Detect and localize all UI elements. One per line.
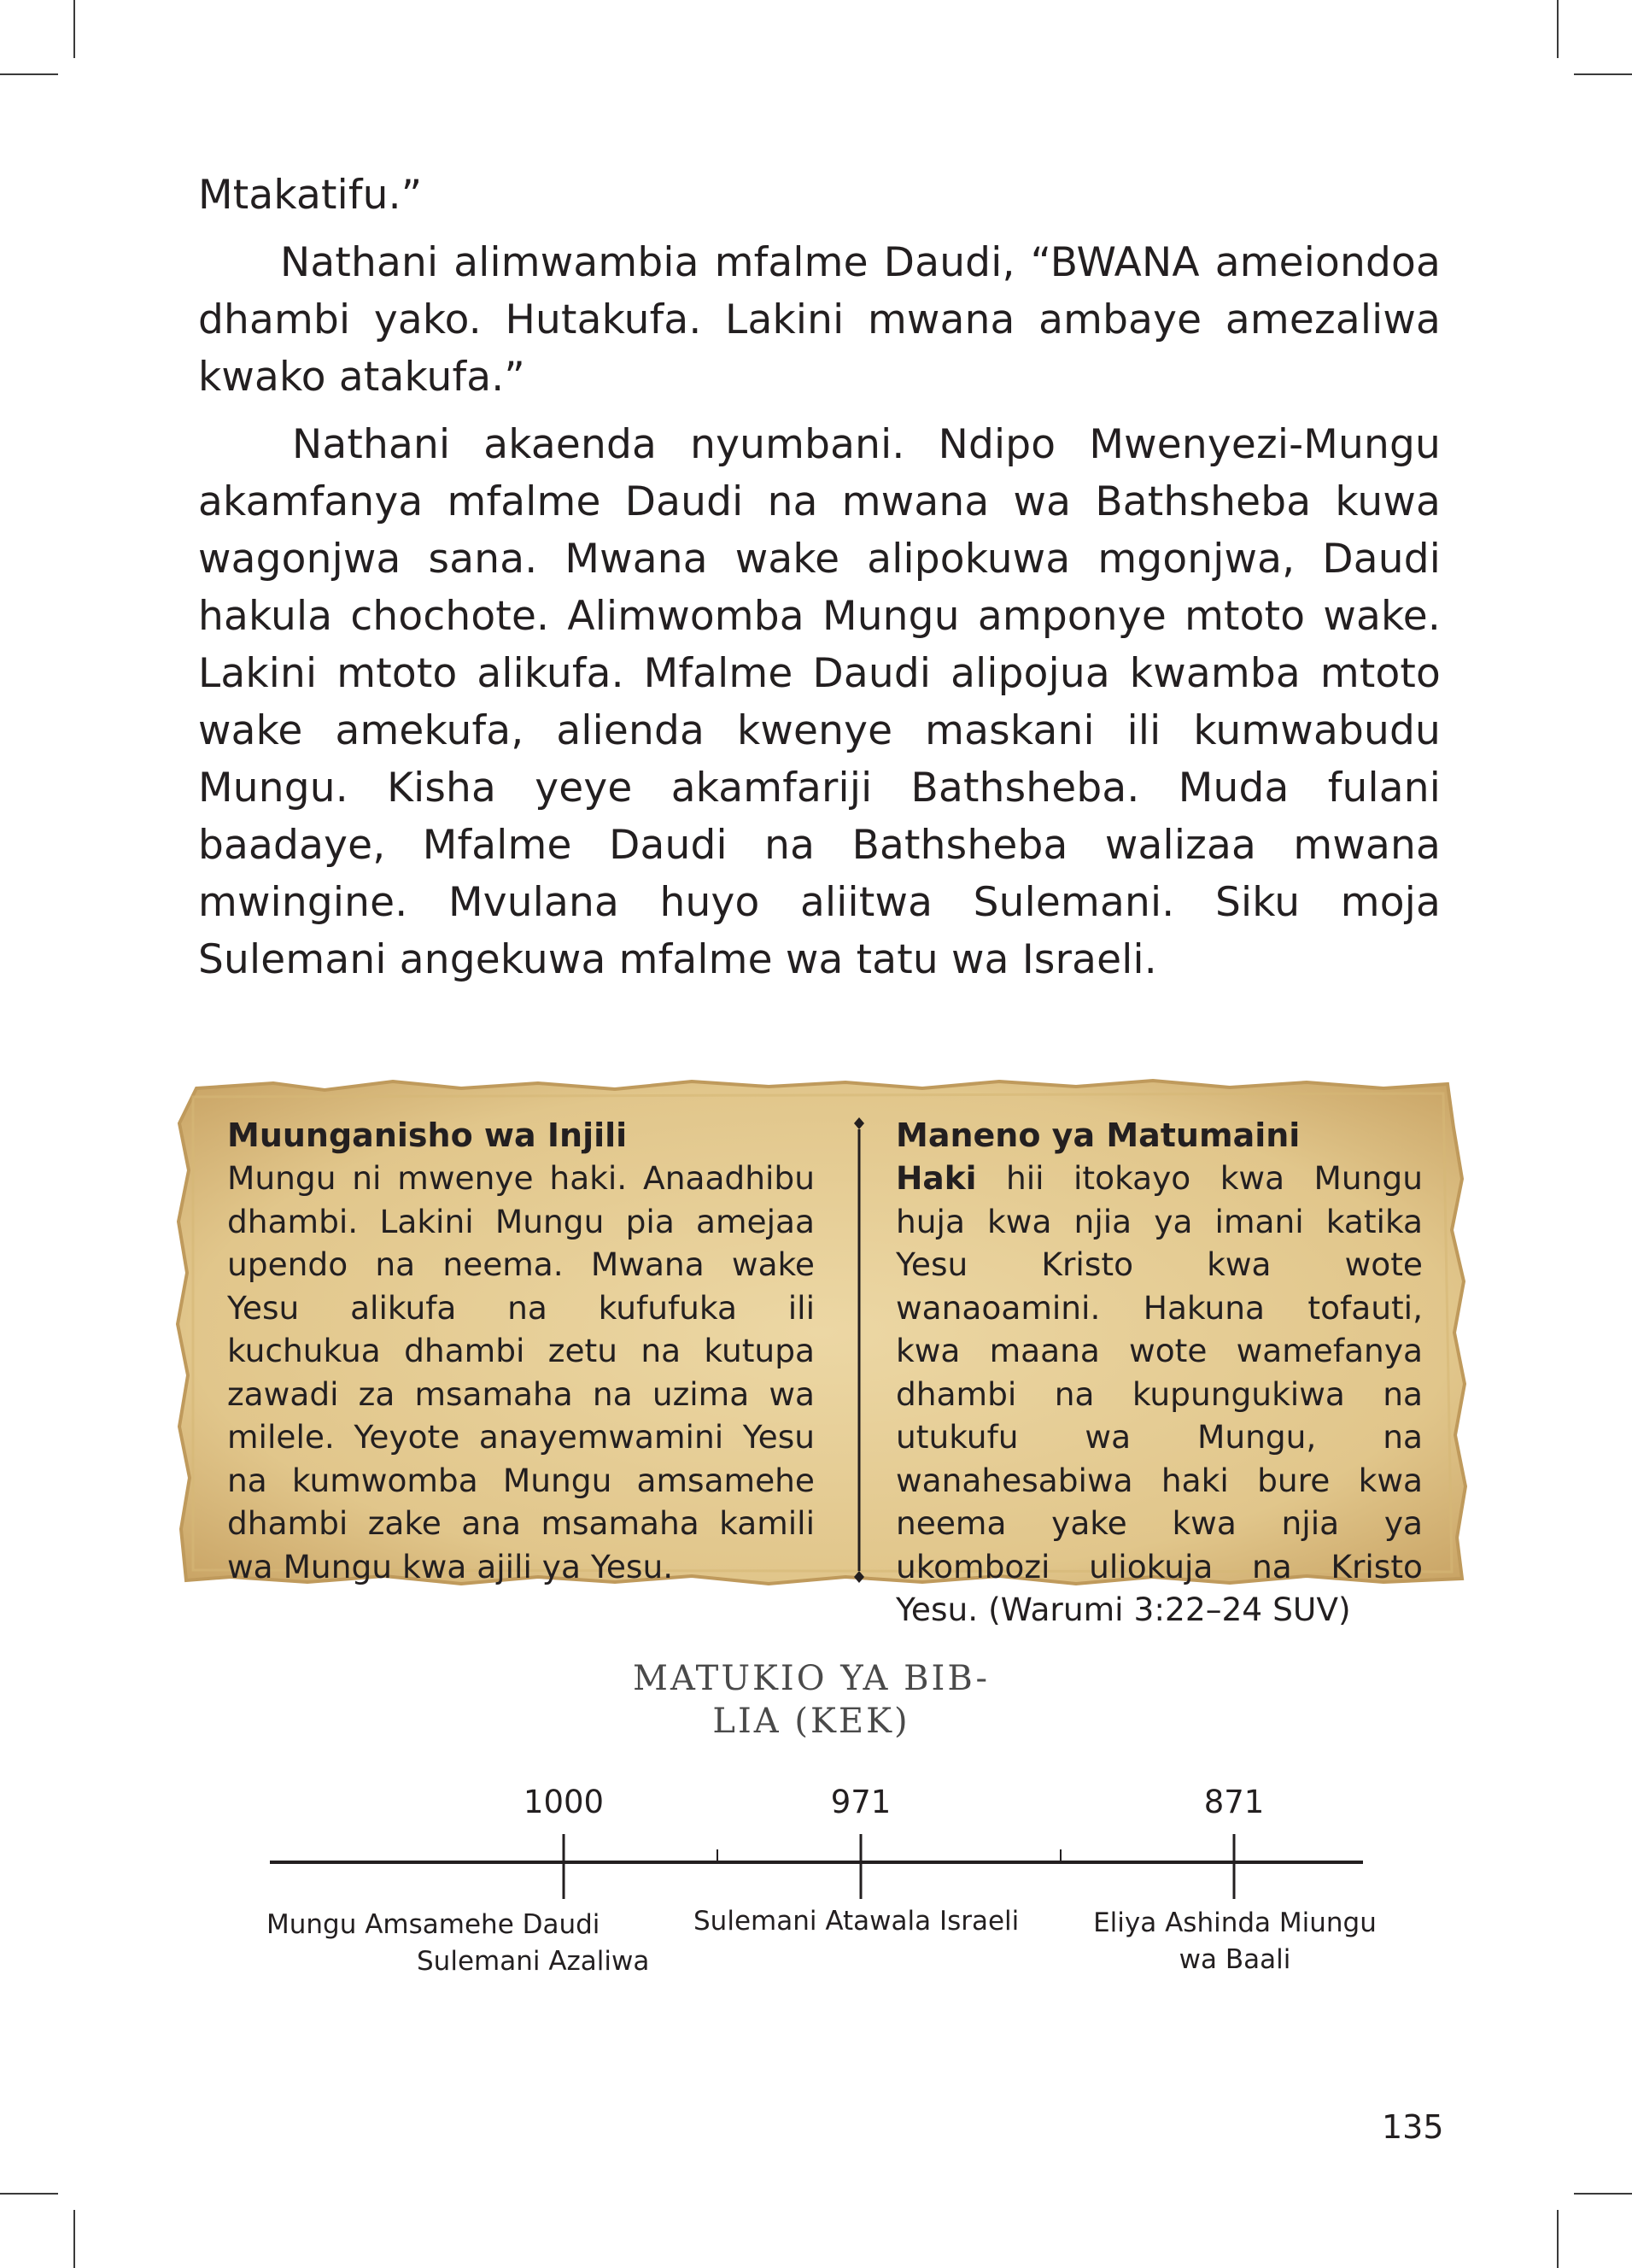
timeline-axis bbox=[256, 1773, 1366, 1875]
page-number: 135 bbox=[1382, 2108, 1444, 2146]
words-of-hope-lead: Haki bbox=[896, 1159, 977, 1197]
timeline-event-line: Eliya Ashinda Miungu bbox=[1093, 1908, 1377, 1938]
story-first-line: Mtakatifu.” bbox=[198, 172, 423, 219]
story-paragraph: Nathani alimwambia mfalme Daudi, “BWANA ameiondoa dhambi yako. Hutakufa. Lakini mwana ambaye amezaliwa kwako atakufa.” bbox=[198, 239, 1441, 401]
crop-mark bbox=[73, 0, 75, 58]
timeline-year: 871 bbox=[1203, 1784, 1265, 1820]
timeline-title-line: MATUKIO YA BIB- bbox=[633, 1659, 990, 1698]
gospel-connection-heading: Muunganisho wa Injili bbox=[227, 1116, 628, 1154]
crop-mark bbox=[0, 73, 58, 75]
timeline-event-line: Mungu Amsamehe Daudi bbox=[266, 1909, 600, 1940]
timeline-tick-extensions bbox=[0, 1862, 1632, 1905]
gospel-connection-column bbox=[227, 1114, 815, 1588]
timeline-year: 1000 bbox=[523, 1784, 605, 1820]
words-of-hope-text bbox=[896, 1157, 1423, 1632]
crop-mark bbox=[1574, 2193, 1632, 2195]
column-divider bbox=[851, 1117, 868, 1583]
words-of-hope-column bbox=[896, 1114, 1423, 1632]
timeline-event-line: wa Baali bbox=[1179, 1944, 1291, 1975]
words-of-hope-body: hii itokayo kwa Mungu huja kwa njia ya imani katika Yesu Kristo kwa wote wanaoamini. Hakuna tofauti, kwa maana wote wamefanya dhambi na kupungukiwa na utukufu wa Mungu, na wanahesabiwa haki bure kwa neema yake kwa njia ya ukombozi uliokuja na Kristo Yesu. (Warumi 3:22–24 SUV) bbox=[896, 1159, 1423, 1628]
crop-mark bbox=[1557, 2210, 1559, 2268]
timeline-event bbox=[266, 1907, 649, 1980]
story-paragraph: Nathani akaenda nyumbani. Ndipo Mwenyezi-Mungu akamfanya mfalme Daudi na mwana wa Bathsheba kuwa wagonjwa sana. Mwana wake alipokuwa mgonjwa, Daudi hakula chochote. Alimwomba Mungu amponye mtoto wake. Lakini mtoto alikufa. Mfalme Daudi alipojua kwamba mtoto wake amekufa, alienda kwenye maskani ili kumwabudu Mungu. Kisha yeye akamfariji Bathsheba. Muda fulani baadaye, Mfalme Daudi na Bathsheba walizaa mwana mwingine. Mvulana huyo aliitwa Sulemani. Siku moja Sulemani angekuwa mfalme wa tatu wa Israeli. bbox=[198, 421, 1441, 983]
timeline-event bbox=[1090, 1905, 1380, 1978]
crop-mark bbox=[1574, 73, 1632, 75]
gospel-connection-text: Mungu ni mwenye haki. Anaadhibu dhambi. Lakini Mungu pia amejaa upendo na neema. Mwana wake Yesu alikufa na kufufuka ili kuchukua dhambi zetu na kutupa zawadi za msamaha na uzima wa milele. Yeyote anayemwamini Yesu na kumwomba Mungu amsamehe dhambi zake ana msamaha kamili wa Mungu kwa ajili ya Yesu. bbox=[227, 1159, 815, 1585]
timeline-title-line: LIA (KEK) bbox=[712, 1702, 910, 1741]
words-of-hope-heading: Maneno ya Matumaini bbox=[896, 1116, 1301, 1154]
crop-mark bbox=[0, 2193, 58, 2195]
crop-mark bbox=[73, 2210, 75, 2268]
crop-mark bbox=[1557, 0, 1559, 58]
timeline-event-line: Sulemani Azaliwa bbox=[417, 1946, 650, 1977]
timeline-event bbox=[693, 1903, 1019, 1940]
story-text bbox=[198, 167, 1441, 988]
gospel-connection-box bbox=[171, 1076, 1471, 1628]
timeline-event-line: Sulemani Atawala Israeli bbox=[693, 1906, 1020, 1937]
timeline-title bbox=[598, 1657, 1025, 1743]
timeline-year: 971 bbox=[830, 1784, 892, 1820]
